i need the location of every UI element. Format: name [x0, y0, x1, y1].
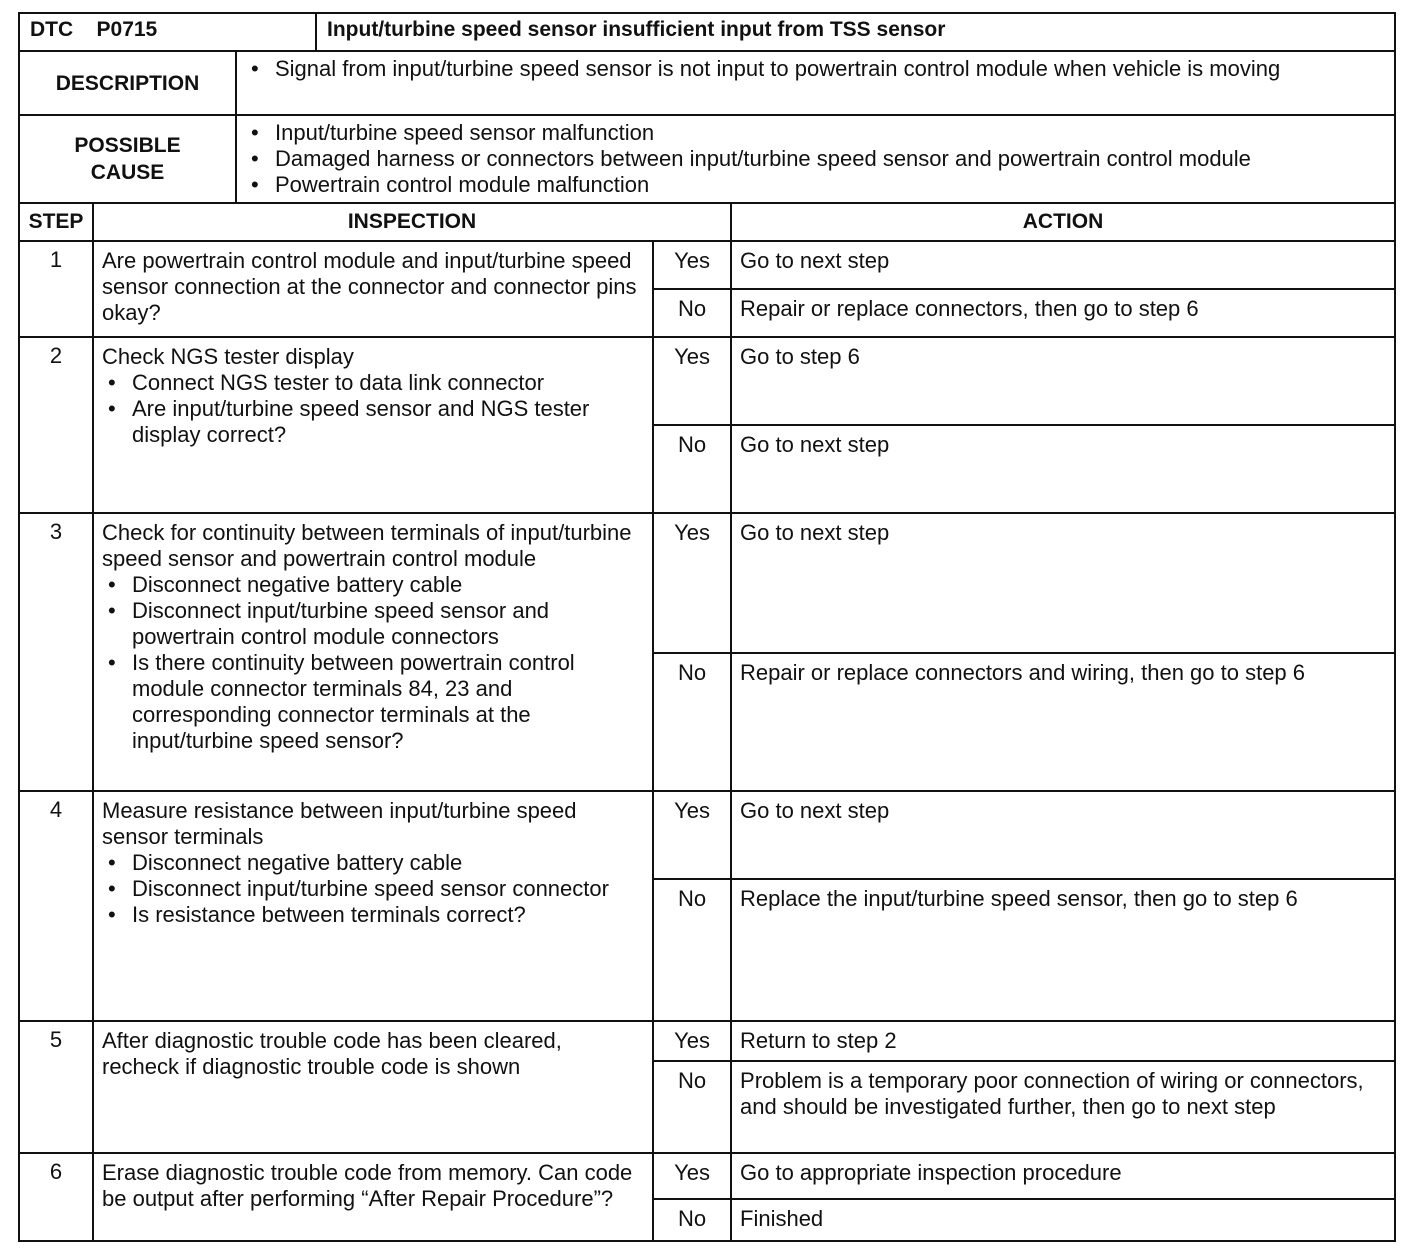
- step-inspection-text: Erase diagnostic trouble code from memory. Can code be output after performing “After Repair Procedure”?: [102, 1160, 633, 1211]
- step-inspection: [93, 1153, 653, 1241]
- yes-action: Go to step 6: [731, 337, 1395, 425]
- possible-cause-content: [236, 115, 1395, 203]
- step-number: 5: [19, 1021, 93, 1153]
- description-label: DESCRIPTION: [19, 51, 236, 115]
- yes-action: Go to next step: [731, 241, 1395, 289]
- no-action: Repair or replace connectors and wiring, then go to step 6: [731, 653, 1395, 791]
- yes-label: Yes: [653, 1153, 731, 1199]
- possible-cause-item: • Input/turbine speed sensor malfunction: [245, 120, 1386, 146]
- dtc-header-table: [18, 12, 1396, 204]
- possible-cause-item: • Damaged harness or connectors between input/turbine speed sensor and powertrain control module: [245, 146, 1386, 172]
- step-number: 4: [19, 791, 93, 1021]
- step-number: 6: [19, 1153, 93, 1241]
- no-action: Repair or replace connectors, then go to step 6: [731, 289, 1395, 337]
- step-inspection-text: Measure resistance between input/turbine speed sensor terminals: [102, 798, 577, 849]
- possible-cause-label-line2: CAUSE: [90, 161, 165, 184]
- description-row: [19, 51, 1395, 115]
- description-content: [236, 51, 1395, 115]
- step-bullet: • Connect NGS tester to data link connector: [102, 370, 644, 396]
- dtc-label: DTC: [30, 18, 74, 41]
- yes-label: Yes: [653, 513, 731, 653]
- inspection-column-header: INSPECTION: [93, 203, 731, 241]
- no-label: No: [653, 289, 731, 337]
- step-inspection: [93, 1021, 653, 1153]
- action-column-header: ACTION: [731, 203, 1395, 241]
- possible-cause-item: • Powertrain control module malfunction: [245, 172, 1386, 198]
- yes-action: Go to appropriate inspection procedure: [731, 1153, 1395, 1199]
- no-label: No: [653, 653, 731, 791]
- no-action: Problem is a temporary poor connection of wiring or connectors, and should be investigated further, then go to next step: [731, 1061, 1395, 1153]
- step-1-yes-row: [19, 241, 1395, 289]
- step-bullet: • Disconnect negative battery cable: [102, 850, 644, 876]
- yes-label: Yes: [653, 791, 731, 879]
- yes-label: Yes: [653, 337, 731, 425]
- description-item: • Signal from input/turbine speed sensor is not input to powertrain control module when vehicle is moving: [245, 56, 1386, 82]
- no-label: No: [653, 879, 731, 1021]
- dtc-code-cell: [19, 13, 316, 51]
- possible-cause-label: [19, 115, 236, 203]
- yes-label: Yes: [653, 1021, 731, 1061]
- step-inspection-text: Check NGS tester display: [102, 344, 354, 369]
- dtc-sheet: [18, 12, 1396, 1242]
- step-number: 2: [19, 337, 93, 513]
- step-number: 1: [19, 241, 93, 337]
- step-bullet: • Disconnect input/turbine speed sensor connector: [102, 876, 644, 902]
- dtc-title-row: [19, 13, 1395, 51]
- step-bullet-list: [102, 572, 644, 754]
- step-inspection-text: Are powertrain control module and input/turbine speed sensor connection at the connector and connector pins okay?: [102, 248, 637, 325]
- possible-cause-row: [19, 115, 1395, 203]
- step-inspection: [93, 337, 653, 513]
- step-bullet: • Disconnect negative battery cable: [102, 572, 644, 598]
- yes-action: Go to next step: [731, 791, 1395, 879]
- no-action: Finished: [731, 1199, 1395, 1241]
- yes-action: Return to step 2: [731, 1021, 1395, 1061]
- step-2-yes-row: [19, 337, 1395, 425]
- steps-header-row: [19, 203, 1395, 241]
- step-5-yes-row: [19, 1021, 1395, 1061]
- no-label: No: [653, 425, 731, 513]
- step-3-yes-row: [19, 513, 1395, 653]
- no-action: Go to next step: [731, 425, 1395, 513]
- no-label: No: [653, 1199, 731, 1241]
- possible-cause-label-line1: POSSIBLE: [74, 134, 181, 157]
- step-column-header: STEP: [19, 203, 93, 241]
- step-bullet: • Disconnect input/turbine speed sensor and powertrain control module connectors: [102, 598, 644, 650]
- step-bullet: • Are input/turbine speed sensor and NGS tester display correct?: [102, 396, 644, 448]
- step-inspection: [93, 241, 653, 337]
- step-bullet-list: [102, 850, 644, 928]
- step-number: 3: [19, 513, 93, 791]
- step-inspection-text: Check for continuity between terminals of input/turbine speed sensor and powertrain control module: [102, 520, 632, 571]
- no-action: Replace the input/turbine speed sensor, then go to step 6: [731, 879, 1395, 1021]
- step-inspection: [93, 791, 653, 1021]
- inspection-steps-table: [18, 202, 1396, 1242]
- dtc-code: P0715: [96, 18, 158, 41]
- step-bullet-list: [102, 370, 644, 448]
- step-6-yes-row: [19, 1153, 1395, 1199]
- dtc-title: Input/turbine speed sensor insufficient input from TSS sensor: [316, 13, 1395, 51]
- step-inspection: [93, 513, 653, 791]
- possible-cause-list: [245, 120, 1386, 198]
- yes-label: Yes: [653, 241, 731, 289]
- no-label: No: [653, 1061, 731, 1153]
- yes-action: Go to next step: [731, 513, 1395, 653]
- description-list: [245, 56, 1386, 82]
- step-4-yes-row: [19, 791, 1395, 879]
- step-bullet: • Is there continuity between powertrain control module connector terminals 84, 23 and corresponding connector terminals at the input/turbine speed sensor?: [102, 650, 644, 754]
- step-bullet: • Is resistance between terminals correct?: [102, 902, 644, 928]
- step-inspection-text: After diagnostic trouble code has been cleared, recheck if diagnostic trouble code is shown: [102, 1028, 562, 1079]
